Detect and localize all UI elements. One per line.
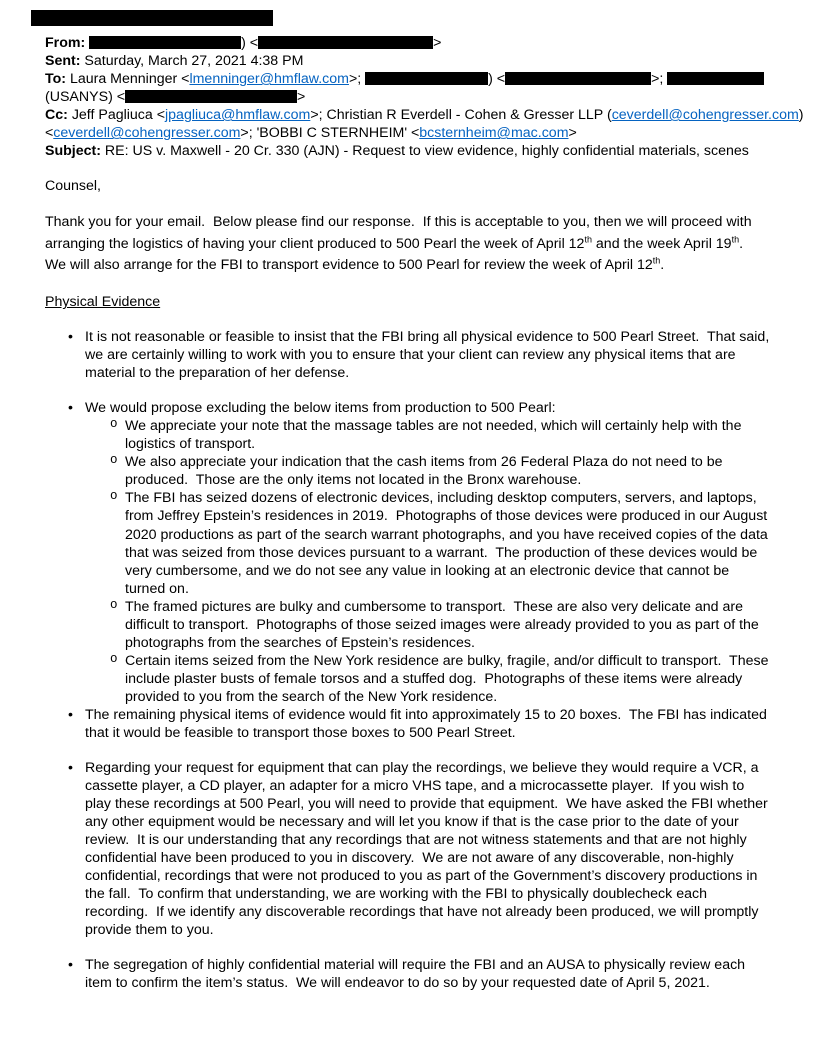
text-run: Physical Evidence [45,294,161,311]
sub-bullet-marker: o [110,453,118,468]
list-item-text [125,417,771,453]
text-run: >; 'BOBBI C STERNHEIM' < [240,125,420,142]
redaction-bar [31,10,273,26]
text-run: >; [348,71,366,88]
text-run: ) < [488,71,506,88]
spacer [45,276,771,293]
salutation [45,177,771,195]
section-heading-physical-evidence [45,293,771,311]
email-address-link[interactable]: ceverdell@cohengresser.com [53,125,241,142]
sub-bullet-marker: o [110,651,118,666]
text-run: Laura Menninger < [69,71,190,88]
sub-bullet-marker: o [110,417,118,432]
text-run: < [45,125,54,142]
text-run: The FBI has seized dozens of electronic devices, including desktop computers, servers, and laptops, from Jeffrey Epstein’s residences in 2019. Photographs of those devices were produced in our August 2020 productions as part of the search warrant photographs, and you have received copies of the data that was seized from those devices pursuant to a warrant. The production of these devices would be very cumbersome, and we do not see any value in looking at an electronic device that cannot be turned on. [125,490,772,597]
text-run: Certain items seized from the New York residence are bulky, fragile, and/or difficult to transport. These include plaster busts of female torsos and a stuffed dog. Photographs of these items were already provided to you from the search of the New York residence. [125,652,773,705]
bullet-marker: • [68,706,73,723]
header-subject [45,142,771,160]
redaction-bar [258,36,433,49]
sub-bullet-item [45,652,771,706]
bullet-marker: • [68,759,73,776]
text-run: >; Christian R Everdell - Cohen & Gresser LLP ( [310,107,612,124]
spacer [45,160,771,177]
text-run: >; [651,71,668,88]
text-run: . [660,256,665,273]
text-run: > [297,89,306,106]
redaction-bar [667,72,764,85]
bullet-marker: • [68,957,73,974]
list-item-text [85,759,771,939]
redaction-bar [89,36,241,49]
text-run: We also appreciate your indication that the cash items from 26 Federal Plaza do not need to be produced. Those are the only items not located in the Bronx warehouse. [125,454,727,489]
bullet-item [45,956,771,992]
header-from [45,34,771,52]
text-run: ) [798,107,804,124]
text-run: Thank you for your email. Below please find our response. If this is acceptable to you, then we will proceed with arranging the logistics of having your client produced to 500 Pearl the week of April 12 [45,214,756,252]
redaction-bar [505,72,651,85]
bullet-item [45,706,771,742]
sub-bullet-item [45,453,771,489]
bullet-item [45,759,771,939]
text-run: th [731,233,740,244]
text-run: ) < [241,35,259,52]
text-run: It is not reasonable or feasible to insist that the FBI bring all physical evidence to 500 Pearl Street. That said, we are certainly willing to work with you to ensure that your client can review any physical items that are material to the preparation of her defense. [85,329,774,382]
spacer [45,742,771,759]
header-to [45,70,771,88]
bullet-item [45,399,771,417]
sub-bullet-marker: o [110,597,118,612]
redaction-bar [125,90,297,103]
list-item-text [85,328,774,382]
text-run: > [568,125,577,142]
header-field-label: Subject: [45,143,105,160]
list-item-text [125,453,771,489]
spacer [45,382,771,399]
sub-bullet-item [45,489,771,597]
list-item-text [85,706,771,742]
text-run: Counsel, [45,178,101,195]
email-document [45,10,804,992]
text-run: The remaining physical items of evidence would fit into approximately 15 to 20 boxes. The FBI has indicated that it would be feasible to transport those boxes to 500 Pearl Street. [85,706,771,741]
text-run: > [433,35,442,52]
header-sent [45,52,771,70]
header-field-label: From: [45,35,90,52]
text-run: The segregation of highly confidential material will require the FBI and an AUSA to physically review each item to confirm the item’s status. We will endeavor to do so by your requested date of April 5, 2021. [85,957,750,992]
header-cc [45,106,804,124]
header-to-continued [45,88,771,106]
spacer [45,311,771,328]
text-run: (USANYS) < [45,89,126,106]
spacer [45,195,771,212]
header-field-label: Cc: [45,107,72,124]
intro-paragraph [45,212,771,276]
spacer [45,939,771,956]
list-item-text [125,489,771,597]
email-address-link[interactable]: ceverdell@cohengresser.com [611,107,799,124]
email-address-link[interactable]: bcsternheim@mac.com [419,125,569,142]
list-item-text [125,598,771,652]
header-field-label: Sent: [45,53,85,70]
header-field-label: To: [45,71,70,88]
text-run: We would propose excluding the below items from production to 500 Pearl: [85,400,556,417]
sub-bullet-item [45,417,771,453]
text-run: . We will also arrange for the FBI to transport evidence to 500 Pearl for review the week of April 12 [45,235,751,273]
bullet-marker: • [68,329,73,346]
email-address-link[interactable]: lmenninger@hmflaw.com [189,71,349,88]
list-item-text [85,956,771,992]
text-run: RE: US v. Maxwell - 20 Cr. 330 (AJN) - Request to view evidence, highly confidential materials, scenes [104,143,749,160]
text-run: Saturday, March 27, 2021 4:38 PM [84,53,304,70]
text-run: The framed pictures are bulky and cumbersome to transport. These are also very delicate and are difficult to transport. Photographs of those seized images were already provided to you as part of the photographs from the searches of Epstein’s residences. [125,598,763,651]
redaction-bar [365,72,488,85]
sub-bullet-marker: o [110,489,118,504]
text-run: We appreciate your note that the massage tables are not needed, which will certainly help with the logistics of transport. [125,418,746,453]
email-address-link[interactable]: jpagliuca@hmflaw.com [165,107,311,124]
text-run: Jeff Pagliuca < [71,107,166,124]
top-redaction-line [31,10,771,29]
bullet-item [45,328,774,382]
text-run: Regarding your request for equipment that can play the recordings, we believe they would require a VCR, a cassette player, a CD player, an adapter for a micro VHS tape, and a microcassette player. If you wish to play these recordings at 500 Pearl, you will need to provide that equipment. We have asked the FBI whether any other equipment would be necessary and will let you know if that is the case prior to the date of your review. It is our understanding that any recordings that are not witness statements and that are not highly confidential have been produced to you in discovery. We are not aware of any discoverable, non-highly confidential, recordings that were not produced to you as part of the Government’s discovery productions in the fall. To confirm that understanding, we are working with the FBI to physically doublecheck each recording. If we identify any discoverable recordings that have not already been produced, we will promptly provide them to you. [85,759,772,939]
text-run: and the week April 19 [591,235,732,252]
header-cc-continued [45,124,771,142]
bullet-marker: • [68,400,73,417]
list-item-text [125,652,771,706]
list-item-text [85,399,771,417]
sub-bullet-item [45,598,771,652]
text-run: th [584,233,592,244]
text-run: th [652,255,661,266]
